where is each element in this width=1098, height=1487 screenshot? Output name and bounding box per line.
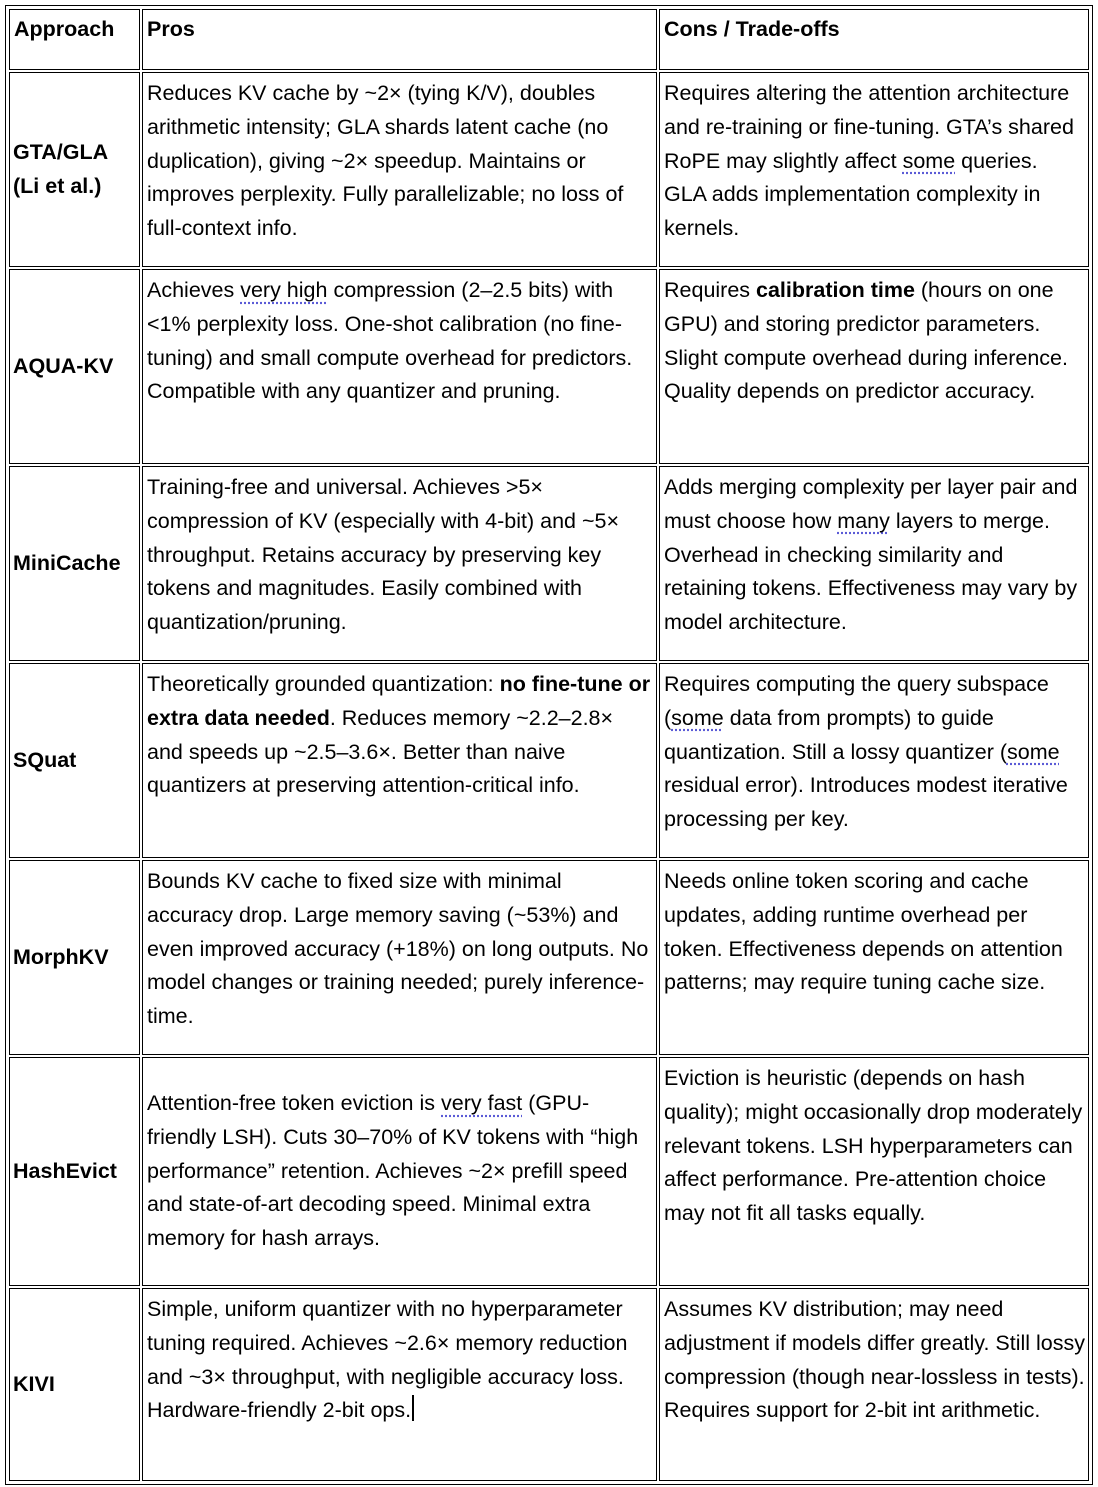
pros-text: Simple, uniform quantizer with no hyperparameter tuning required. Achieves ~2.6× memory reduction and ~3× throughput, with negligible accuracy loss. Hardware-friendly 2-bit ops. — [147, 1297, 628, 1423]
spellcheck-mark: very fast — [441, 1091, 523, 1115]
cons-text: Requires — [664, 278, 757, 302]
bold-text: no fine-tune or extra data needed — [147, 672, 651, 730]
cons-cell[interactable] — [659, 72, 1089, 267]
header-pros[interactable]: Pros — [142, 9, 657, 70]
cons-cell[interactable]: Assumes KV distribution; may need adjustment if models differ greatly. Still lossy compression (though near-lossless in tests). Requires support for 2-bit int arithmetic. — [659, 1288, 1089, 1481]
cons-text: Adds merging complexity per layer pair and must choose how — [664, 475, 1078, 533]
table-row — [9, 72, 1089, 267]
table-row — [9, 860, 1089, 1055]
pros-cell[interactable]: Bounds KV cache to fixed size with minimal accuracy drop. Large memory saving (~53%) and even improved accuracy (+18%) on long outputs. No model changes or training needed; purely inference-time. — [142, 860, 657, 1055]
pros-text: . Reduces memory ~2.2–2.8× and speeds up ~2.5–3.6×. Better than naive quantizers at preserving attention-critical info. — [147, 705, 614, 798]
approach-cell[interactable]: GTA/GLA (Li et al.) — [9, 72, 140, 267]
spellcheck-mark: very high — [240, 278, 328, 302]
cons-cell[interactable] — [659, 466, 1089, 661]
cons-text: Requires altering the attention architecture and re-training or fine-tuning. GTA’s shared RoPE may slightly affect — [664, 81, 1074, 173]
cons-cell[interactable]: Eviction is heuristic (depends on hash quality); might occasionally drop moderately relevant tokens. LSH hyperparameters can affect performance. Pre-attention choice may not fit all tasks equally. — [659, 1057, 1089, 1286]
table-row — [9, 466, 1089, 661]
spellcheck-mark: some — [671, 705, 724, 730]
table-row — [9, 1057, 1089, 1286]
pros-cell[interactable] — [142, 663, 657, 858]
pros-text: Achieves — [147, 278, 241, 302]
pros-cell[interactable]: Reduces KV cache by ~2× (tying K/V), doubles arithmetic intensity; GLA shards latent cache (no duplication), giving ~2× speedup. Maintains or improves perplexity. Fully parallelizable; no loss of full-context info. — [142, 72, 657, 267]
approach-cell[interactable]: MiniCache — [9, 466, 140, 661]
cons-cell[interactable]: Needs online token scoring and cache updates, adding runtime overhead per token. Effectiveness depends on attention patterns; may require tuning cache size. — [659, 860, 1089, 1055]
comparison-table-wrapper — [5, 5, 1093, 1485]
approach-cell[interactable]: KIVI — [9, 1288, 140, 1481]
cons-text: layers to merge. Overhead in checking similarity and retaining tokens. Effectiveness may vary by model architecture. — [664, 508, 1078, 635]
spellcheck-mark: some — [902, 148, 956, 173]
bold-text: calibration time — [756, 278, 915, 302]
table-row — [9, 663, 1089, 858]
table-row — [9, 1288, 1089, 1481]
pros-cell[interactable] — [142, 1288, 657, 1481]
approach-cell[interactable]: SQuat — [9, 663, 140, 858]
text-cursor — [412, 1395, 414, 1421]
table-header-row — [9, 9, 1089, 70]
pros-cell[interactable] — [142, 269, 657, 464]
pros-text: Attention-free token eviction is — [147, 1091, 441, 1115]
comparison-table — [7, 7, 1091, 1483]
cons-text: queries. GLA adds implementation complexity in kernels. — [664, 148, 1041, 241]
cons-text: data from prompts) to guide quantization. Still a lossy quantizer ( — [664, 705, 1007, 764]
cons-cell[interactable] — [659, 663, 1089, 858]
spellcheck-mark: many — [837, 508, 890, 533]
spellcheck-mark: some — [1006, 739, 1060, 764]
pros-cell[interactable]: Training-free and universal. Achieves >5× compression of KV (especially with 4-bit) and ~5× throughput. Retains accuracy by preserving key tokens and magnitudes. Easily combined with quantization/pruning. — [142, 466, 657, 661]
cons-text: (hours on one GPU) and storing predictor parameters. Slight compute overhead during inference. Quality depends on predictor accuracy. — [664, 278, 1068, 404]
pros-text: (GPU-friendly LSH). Cuts 30–70% of KV tokens with “high performance” retention. Achieves ~2× prefill speed and state-of-art decoding speed. Minimal extra memory for hash arrays. — [147, 1091, 639, 1251]
cons-text: Requires computing the query subspace ( — [664, 672, 1049, 730]
cons-cell[interactable] — [659, 269, 1089, 464]
pros-text: Theoretically grounded quantization: — [147, 672, 500, 696]
header-cons[interactable]: Cons / Trade-offs — [659, 9, 1089, 70]
cons-text: residual error). Introduces modest iterative processing per key. — [664, 773, 1068, 832]
approach-cell[interactable]: HashEvict — [9, 1057, 140, 1286]
approach-cell[interactable]: MorphKV — [9, 860, 140, 1055]
pros-text: compression (2–2.5 bits) with <1% perplexity loss. One-shot calibration (no fine-tuning) and small compute overhead for predictors. Compatible with any quantizer and pruning. — [147, 278, 633, 404]
table-row — [9, 269, 1089, 464]
pros-cell[interactable] — [142, 1057, 657, 1286]
approach-cell[interactable]: AQUA-KV — [9, 269, 140, 464]
header-approach[interactable]: Approach — [9, 9, 140, 70]
